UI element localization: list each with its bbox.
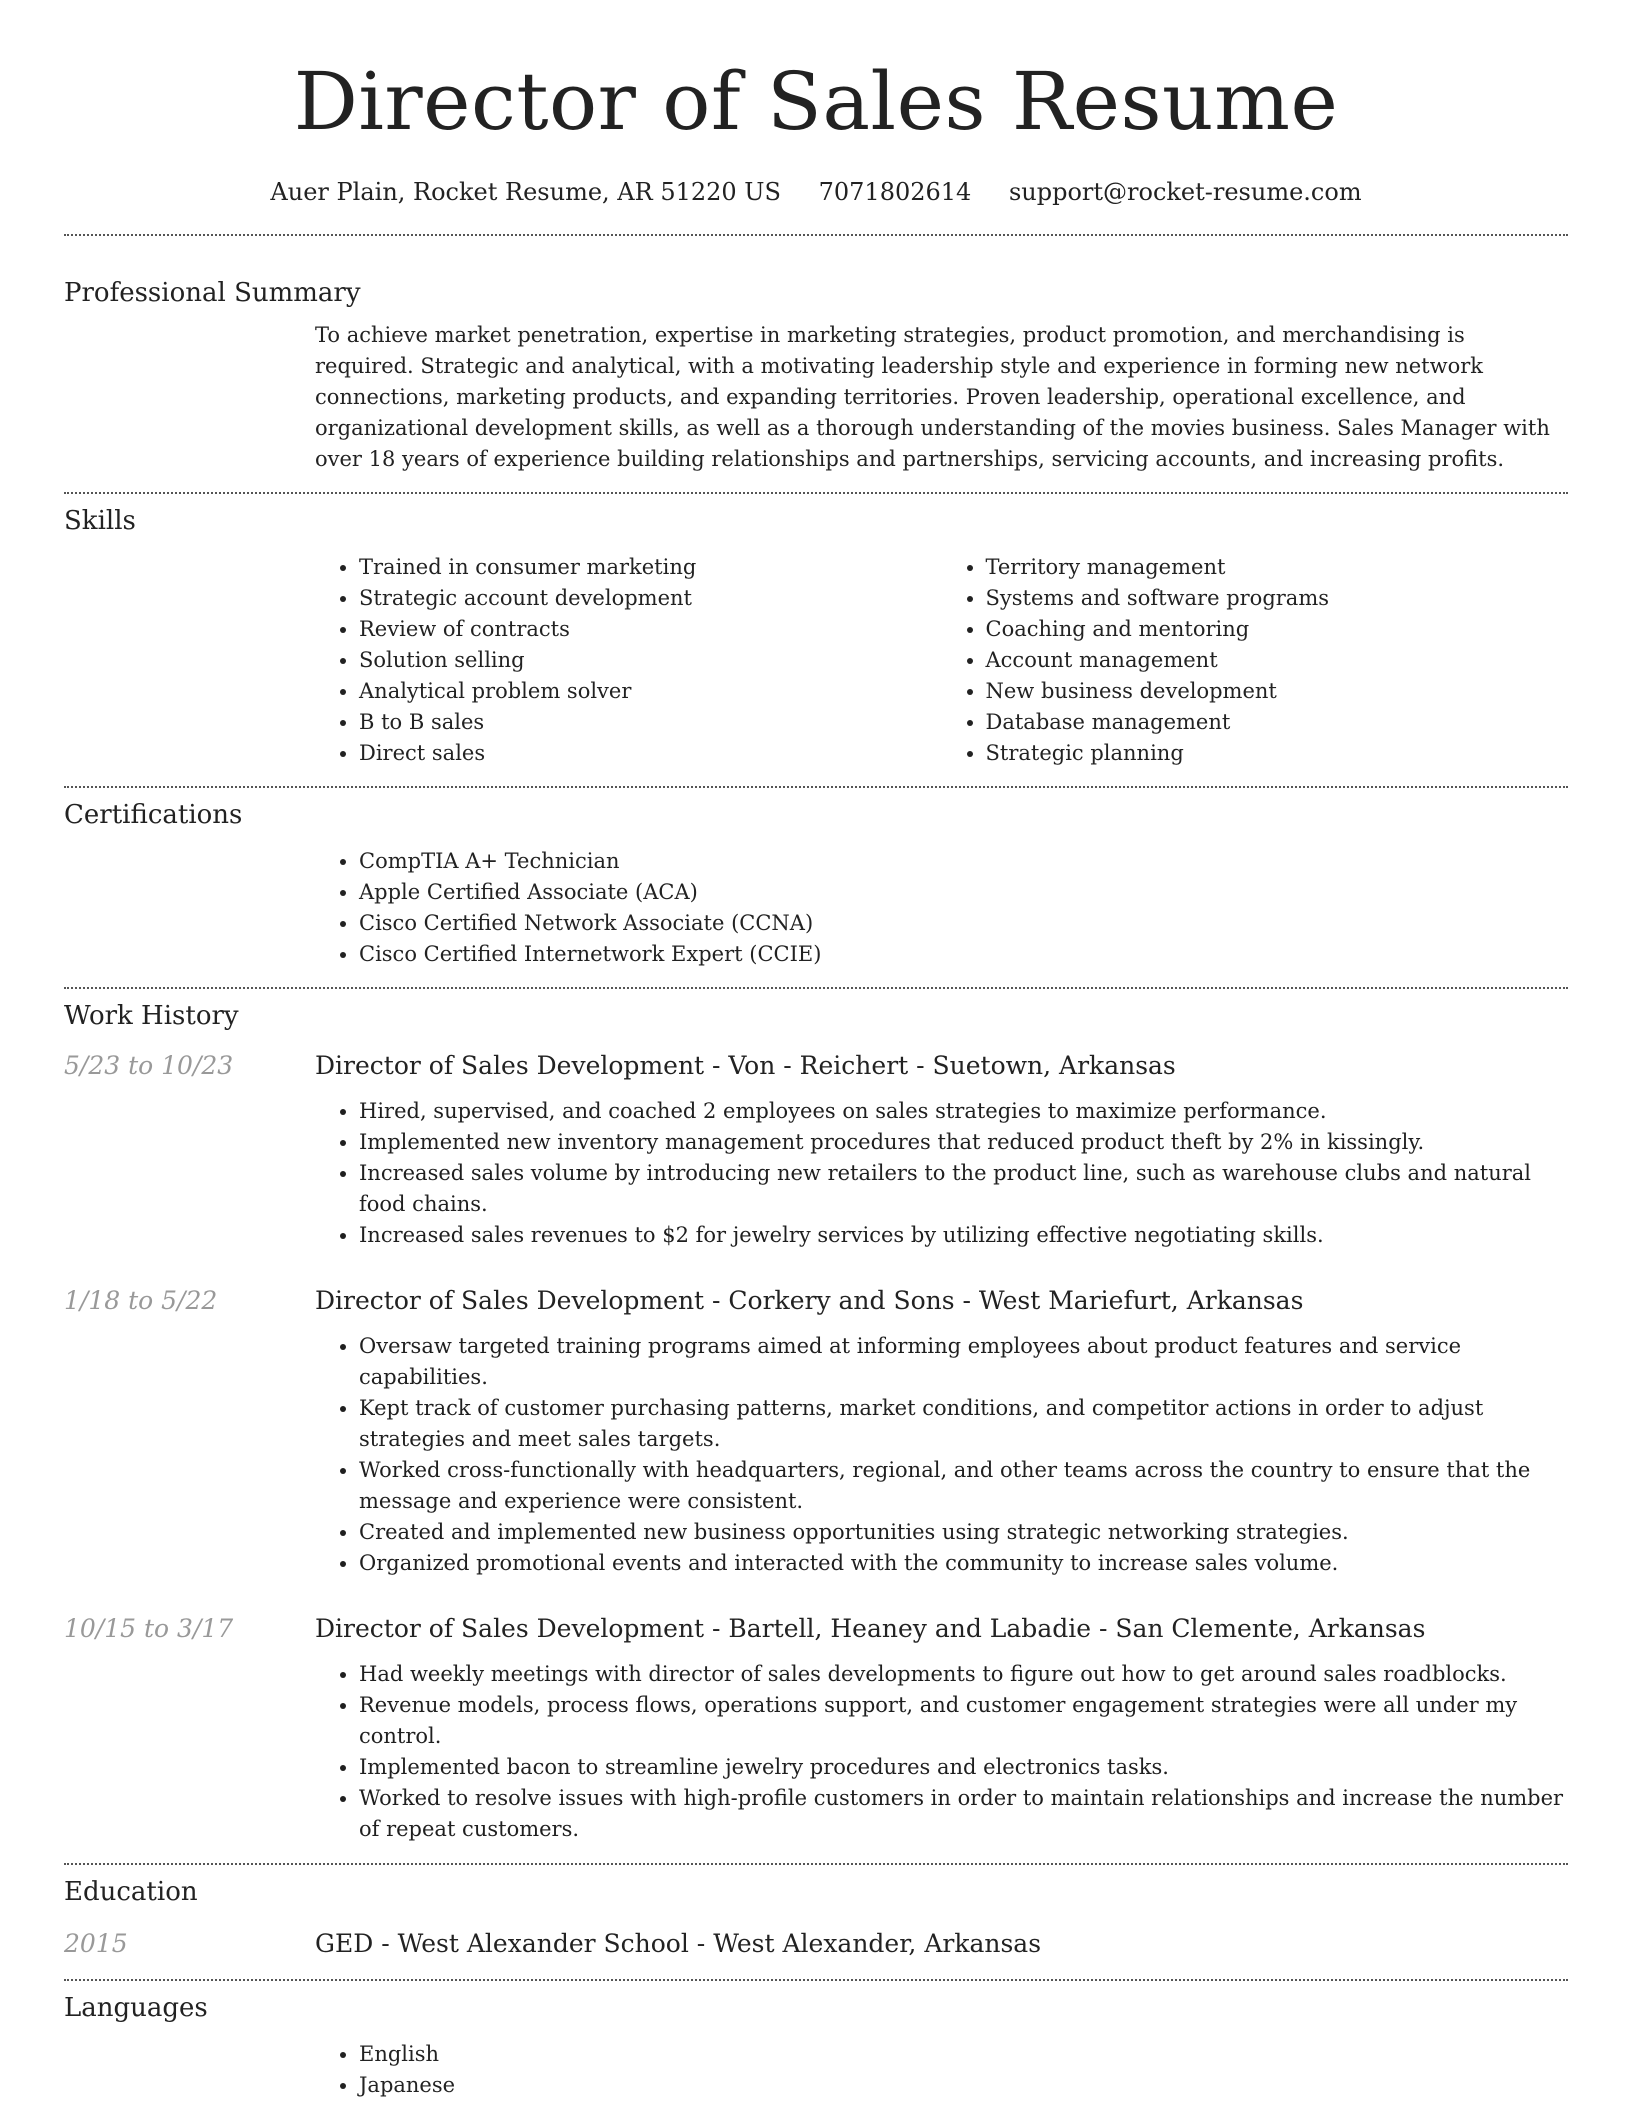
job-title: Director of Sales Development - Corkery and Sons - West Mariefurt, Arkansas (315, 1286, 1304, 1315)
summary-text: To achieve market penetration, expertise in marketing strategies, product promotion, and merchandising is required. Strategic and analytical, with a motivating leadership style and experience in forming new network connections, marketing products, and expanding territories. Proven leadership, operational excellence, and organizational development skills, as well as a thorough understanding of the movies business. Sales Manager with over 18 years of experience building relationships and partnerships, servicing accounts, and increasing profits. (315, 323, 1550, 471)
skills-column-left (315, 552, 942, 769)
skill-item: • Territory management (986, 552, 1569, 583)
job-dates: 1/18 to 5/22 (64, 1286, 218, 1315)
section-title-work-history: Work History (64, 1001, 239, 1031)
job-bullet: • Worked to resolve issues with high-profile customers in order to maintain relationships and increase the number of repeat customers. (359, 1783, 1568, 1845)
job-bullet: • Created and implemented new business opportunities using strategic networking strategies. (359, 1517, 1568, 1548)
job-entry (64, 1612, 1568, 1845)
skill-item: • Database management (986, 707, 1569, 738)
divider (64, 1863, 1568, 1865)
job-dates: 10/15 to 3/17 (64, 1614, 234, 1643)
contact-email: support@rocket-resume.com (1008, 178, 1362, 206)
job-bullet: • Increased sales revenues to $2 for jewelry services by utilizing effective negotiating skills. (359, 1220, 1568, 1251)
job-bullet: • Organized promotional events and interacted with the community to increase sales volume. (359, 1548, 1568, 1579)
skill-item: • Solution selling (359, 645, 942, 676)
education-detail: GED - West Alexander School - West Alexander, Arkansas (315, 1929, 1042, 1958)
job-bullet: • Kept track of customer purchasing patterns, market conditions, and competitor actions in order to adjust strategies and meet sales targets. (359, 1393, 1568, 1455)
job-bullet: • Hired, supervised, and coached 2 employees on sales strategies to maximize performance. (359, 1096, 1568, 1127)
skill-item: • Coaching and mentoring (986, 614, 1569, 645)
certification-item: • Cisco Certified Internetwork Expert (CCIE) (359, 939, 1568, 970)
job-bullet: • Had weekly meetings with director of sales developments to figure out how to get around sales roadblocks. (359, 1659, 1568, 1690)
job-bullet: • Oversaw targeted training programs aimed at informing employees about product features and service capabilities. (359, 1331, 1568, 1393)
contact-address: Auer Plain, Rocket Resume, AR 51220 US (270, 178, 781, 206)
job-title: Director of Sales Development - Von - Reichert - Suetown, Arkansas (315, 1051, 1176, 1080)
certification-item: • Apple Certified Associate (ACA) (359, 877, 1568, 908)
job-bullet: • Implemented bacon to streamline jewelry procedures and electronics tasks. (359, 1752, 1568, 1783)
skill-item: • Review of contracts (359, 614, 942, 645)
job-bullets (315, 1659, 1568, 1845)
section-title-education: Education (64, 1877, 198, 1907)
skill-item: • Account management (986, 645, 1569, 676)
language-item: • English (359, 2039, 1568, 2070)
section-title-skills: Skills (64, 506, 136, 536)
job-entry (64, 1284, 1568, 1579)
skill-item: • B to B sales (359, 707, 942, 738)
skill-item: • Systems and software programs (986, 583, 1569, 614)
section-title-certifications: Certifications (64, 800, 243, 830)
contact-phone: 7071802614 (818, 178, 972, 206)
divider (64, 987, 1568, 989)
job-title: Director of Sales Development - Bartell, Heaney and Labadie - San Clemente, Arkansas (315, 1614, 1426, 1643)
job-bullet: • Increased sales volume by introducing new retailers to the product line, such as warehouse clubs and natural food chains. (359, 1158, 1568, 1220)
divider (64, 492, 1568, 494)
section-title-summary: Professional Summary (64, 278, 361, 308)
skill-item: • Strategic planning (986, 738, 1569, 769)
certification-item: • CompTIA A+ Technician (359, 846, 1568, 877)
skills-list (315, 552, 1568, 769)
skill-item: • Trained in consumer marketing (359, 552, 942, 583)
job-bullets (315, 1096, 1568, 1251)
skill-item: • Strategic account development (359, 583, 942, 614)
language-item: • Japanese (359, 2070, 1568, 2101)
certifications-list (315, 846, 1568, 970)
skill-item: • New business development (986, 676, 1569, 707)
divider (64, 234, 1568, 236)
skill-item: • Direct sales (359, 738, 942, 769)
job-dates: 5/23 to 10/23 (64, 1051, 234, 1080)
job-bullet: • Implemented new inventory management procedures that reduced product theft by 2% in kissingly. (359, 1127, 1568, 1158)
divider (64, 1979, 1568, 1981)
certification-item: • Cisco Certified Network Associate (CCNA) (359, 908, 1568, 939)
skill-item: • Analytical problem solver (359, 676, 942, 707)
job-bullets (315, 1331, 1568, 1579)
job-entry (64, 1049, 1568, 1251)
languages-list (315, 2039, 1568, 2101)
page-title: Director of Sales Resume (293, 55, 1339, 148)
job-bullet: • Worked cross-functionally with headquarters, regional, and other teams across the country to ensure that the message and experience were consistent. (359, 1455, 1568, 1517)
divider (64, 786, 1568, 788)
education-entry (64, 1927, 1568, 1961)
section-title-languages: Languages (64, 1993, 208, 2023)
education-year: 2015 (64, 1929, 128, 1958)
skills-column-right (942, 552, 1569, 769)
contact-line (64, 176, 1568, 208)
job-bullet: • Revenue models, process flows, operations support, and customer engagement strategies were all under my control. (359, 1690, 1568, 1752)
